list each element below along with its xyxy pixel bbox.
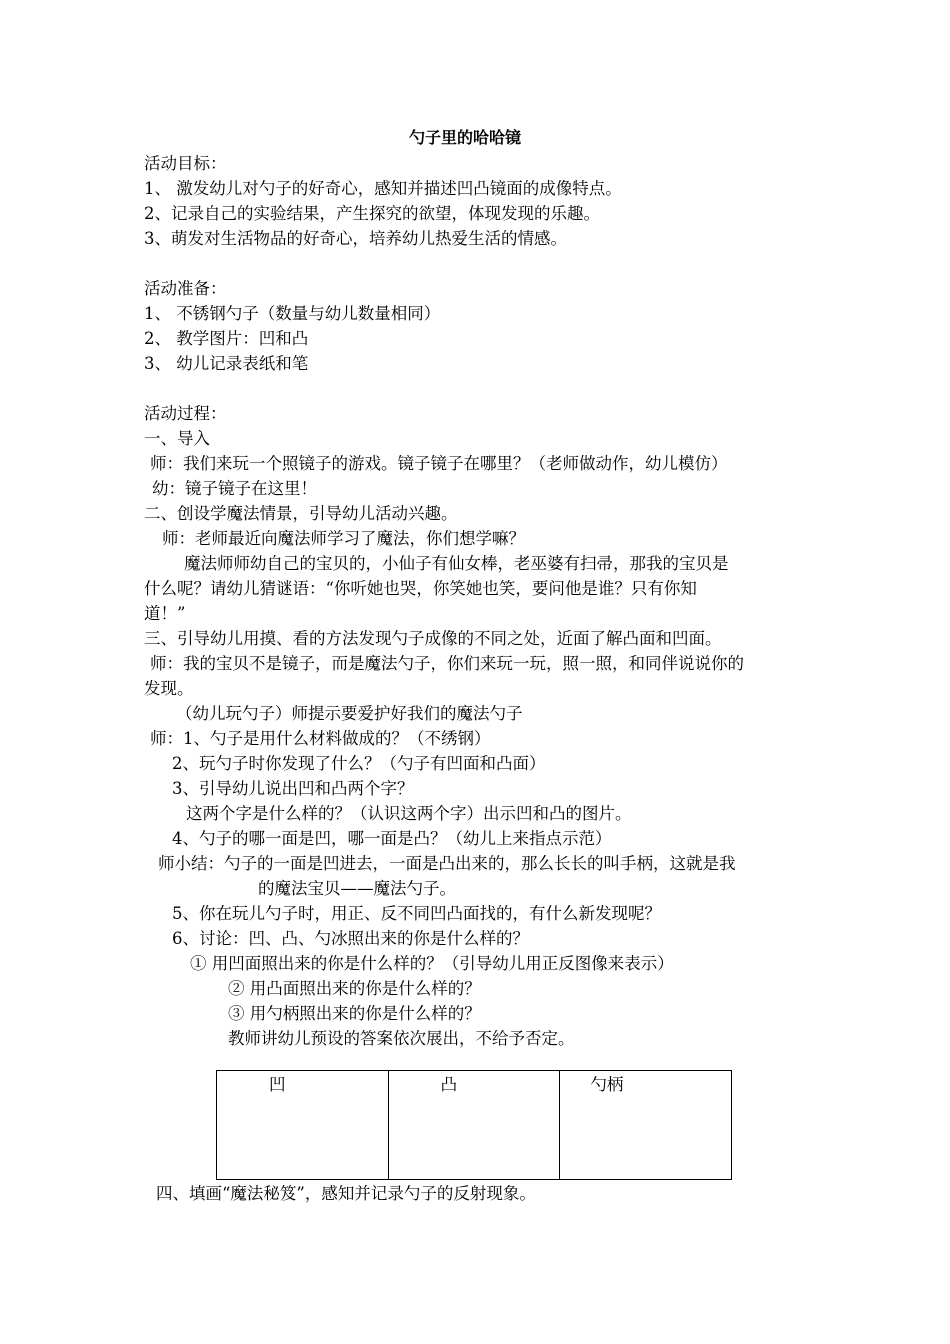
process-line: ② 用凸面照出来的你是什么样的？	[228, 979, 481, 998]
prep-item: 3、 幼儿记录表纸和笔	[144, 354, 309, 373]
process-line: 魔法师师幼自己的宝贝的，小仙子有仙女棒，老巫婆有扫帚，那我的宝贝是	[184, 554, 729, 573]
process-line: 幼：镜子镜子在这里！	[152, 479, 317, 498]
closing-line: 四、填画“魔法秘笈”，感知并记录勺子的反射现象。	[156, 1184, 536, 1203]
process-line: 师：我的宝贝不是镜子，而是魔法勺子，你们来玩一玩，照一照，和同伴说说你的	[150, 654, 744, 673]
process-line: ③ 用勺柄照出来的你是什么样的？	[228, 1004, 481, 1023]
process-line: 师：1、勺子是用什么材料做成的？（不绣钢）	[150, 729, 491, 748]
prep-item: 1、 不锈钢勺子（数量与幼儿数量相同）	[144, 304, 441, 323]
process-line: 二、创设学魔法情景，引导幼儿活动兴趣。	[144, 504, 458, 523]
process-line: 4、勺子的哪一面是凹，哪一面是凸？（幼儿上来指点示范）	[172, 829, 612, 848]
table-header-concave: 凹	[269, 1075, 286, 1094]
process-heading: 活动过程：	[144, 404, 227, 423]
process-line: 6、讨论：凹、凸、勺冰照出来的你是什么样的？	[172, 929, 529, 948]
table-header-handle: 勺柄	[590, 1075, 624, 1094]
table-cell	[560, 1071, 732, 1180]
process-line: 三、引导幼儿用摸、看的方法发现勺子成像的不同之处，近面了解凸面和凹面。	[144, 629, 722, 648]
process-line: 教师讲幼儿预设的答案依次展出，不给予否定。	[228, 1029, 575, 1048]
process-line: 2、玩勺子时你发现了什么？（勺子有凹面和凸面）	[172, 754, 546, 773]
goals-heading: 活动目标：	[144, 154, 227, 173]
table-header-convex: 凸	[440, 1075, 458, 1094]
goal-item: 3、萌发对生活物品的好奇心，培养幼儿热爱生活的情感。	[144, 229, 567, 248]
process-line: 师：老师最近向魔法师学习了魔法，你们想学嘛？	[162, 529, 525, 548]
goal-item: 1、 激发幼儿对勺子的好奇心，感知并描述凹凸镜面的成像特点。	[144, 179, 622, 198]
process-line: 师小结：勺子的一面是凹进去，一面是凸出来的，那么长长的叫手柄，这就是我	[158, 854, 736, 873]
table-row	[217, 1071, 732, 1180]
goal-item: 2、记录自己的实验结果，产生探究的欲望，体现发现的乐趣。	[144, 204, 600, 223]
process-line: 的魔法宝贝——魔法勺子。	[258, 879, 456, 898]
process-line: 什么呢？请幼儿猜谜语：“你听她也哭，你笑她也笑，要问他是谁？只有你知	[144, 579, 697, 598]
process-line: ① 用凹面照出来的你是什么样的？（引导幼儿用正反图像来表示）	[190, 954, 674, 973]
prep-item: 2、 教学图片：凹和凸	[144, 329, 309, 348]
process-line: 发现。	[144, 679, 194, 698]
process-line: 一、导入	[144, 429, 210, 448]
process-line: 道！”	[144, 604, 186, 623]
record-table	[216, 1070, 732, 1180]
process-line: 3、引导幼儿说出凹和凸两个字？	[172, 779, 414, 798]
document-title: 勺子里的哈哈镜	[409, 128, 522, 147]
process-line: 师：我们来玩一个照镜子的游戏。镜子镜子在哪里？（老师做动作，幼儿模仿）	[150, 454, 728, 473]
prep-heading: 活动准备：	[144, 279, 227, 298]
process-line: 5、你在玩儿勺子时，用正、反不同凹凸面找的，有什么新发现呢？	[172, 904, 661, 923]
table-cell	[388, 1071, 560, 1180]
table-cell	[217, 1071, 389, 1180]
process-line: 这两个字是什么样的？（认识这两个字）出示凹和凸的图片。	[186, 804, 632, 823]
process-line: （幼儿玩勺子）师提示要爱护好我们的魔法勺子	[176, 704, 523, 723]
